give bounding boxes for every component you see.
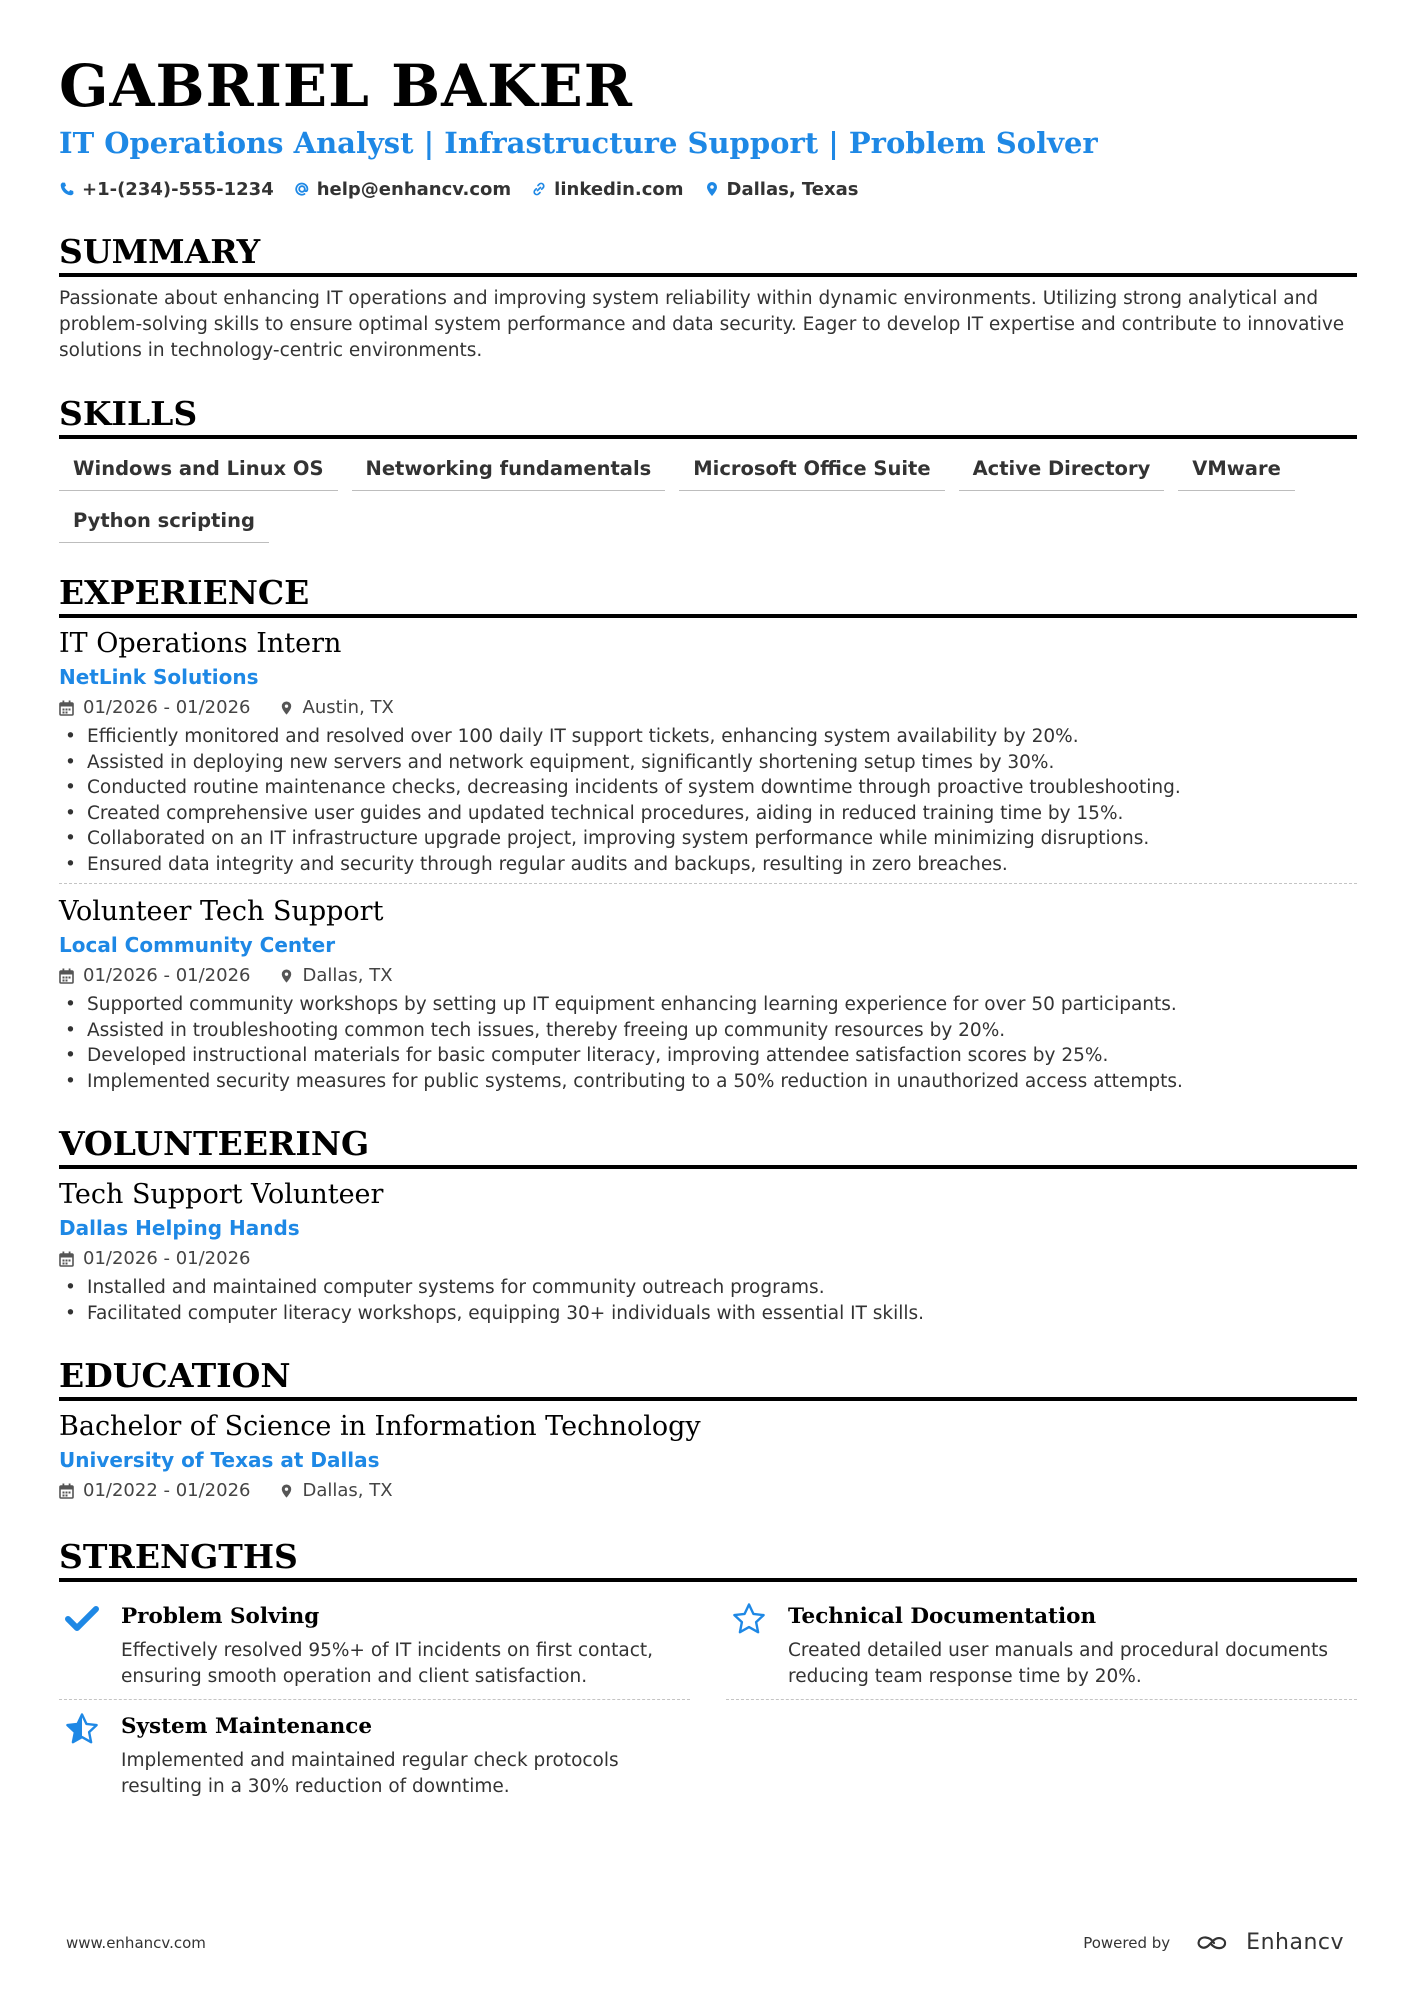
contact-linkedin[interactable] bbox=[531, 179, 683, 200]
headline: IT Operations Analyst | Infrastructure Support | Problem Solver bbox=[59, 126, 1098, 160]
section-title-experience: EXPERIENCE bbox=[59, 573, 1357, 618]
job-title: IT Operations Intern bbox=[59, 628, 342, 659]
half-star-icon bbox=[65, 1712, 99, 1746]
location-text: Dallas, TX bbox=[302, 965, 393, 986]
experience-section bbox=[59, 573, 1357, 1094]
email-text: help@enhancv.com bbox=[316, 178, 512, 200]
entry-meta bbox=[59, 692, 1357, 724]
phone-icon bbox=[59, 181, 75, 197]
skill-tag: Microsoft Office Suite bbox=[679, 451, 944, 491]
location-pin-icon bbox=[279, 968, 294, 984]
location-text: Dallas, TX bbox=[302, 1480, 393, 1501]
location-pin-icon bbox=[279, 700, 294, 716]
location-text: Dallas, Texas bbox=[726, 178, 859, 200]
calendar-icon bbox=[59, 700, 74, 716]
section-title-strengths: STRENGTHS bbox=[59, 1537, 1357, 1582]
strength-description: Implemented and maintained regular check protocols resulting in a 30% reduction of downtime. bbox=[121, 1750, 619, 1797]
enhancv-logo-icon bbox=[1192, 1932, 1238, 1954]
strengths-section bbox=[59, 1537, 1357, 1809]
check-icon bbox=[65, 1602, 99, 1636]
experience-entry bbox=[59, 883, 1357, 1094]
bullet-item: • Created comprehensive user guides and updated technical procedures, aiding in reduced training time by 15%. bbox=[59, 801, 1357, 827]
skill-tag: Active Directory bbox=[959, 451, 1165, 491]
volunteer-role: Tech Support Volunteer bbox=[59, 1179, 384, 1210]
summary-section bbox=[59, 232, 1357, 364]
bullet-item: • Efficiently monitored and resolved over 100 daily IT support tickets, enhancing system availability by 20%. bbox=[59, 724, 1357, 750]
experience-entry bbox=[59, 618, 1357, 877]
strength-description: Created detailed user manuals and procedural documents reducing team response time by 20%. bbox=[788, 1640, 1329, 1687]
bullet-item: • Installed and maintained computer systems for community outreach programs. bbox=[59, 1275, 1357, 1301]
summary-text: Passionate about enhancing IT operations and improving system reliability within dynamic environments. Utilizing strong analytical and problem-solving skills to ensure optimal system performance and data security. Eager to develop IT expertise and contribute to innovative solutions in technology-centric environments. bbox=[59, 288, 1345, 361]
location-pin-icon bbox=[279, 1483, 294, 1499]
contact-email[interactable] bbox=[294, 179, 511, 200]
date-text: 01/2026 - 01/2026 bbox=[83, 697, 251, 718]
bullet-item: • Assisted in troubleshooting common tech issues, thereby freeing up community resources by 20%. bbox=[59, 1018, 1357, 1044]
strength-item bbox=[59, 1700, 690, 1809]
section-title-skills: SKILLS bbox=[59, 394, 1357, 439]
school-name: University of Texas at Dallas bbox=[59, 1448, 380, 1472]
section-title-summary: SUMMARY bbox=[59, 232, 1357, 277]
education-entry bbox=[59, 1401, 1357, 1507]
star-outline-icon bbox=[732, 1602, 766, 1636]
at-icon bbox=[294, 181, 310, 197]
bullet-item: • Assisted in deploying new servers and network equipment, significantly shortening setup times by 30%. bbox=[59, 750, 1357, 776]
strength-title: Technical Documentation bbox=[788, 1604, 1097, 1629]
bullet-list bbox=[59, 724, 1357, 877]
location-text: Austin, TX bbox=[302, 697, 394, 718]
organization-name: Dallas Helping Hands bbox=[59, 1216, 300, 1240]
bullet-item: • Ensured data integrity and security through regular audits and backups, resulting in zero breaches. bbox=[59, 852, 1357, 878]
strength-title: System Maintenance bbox=[121, 1714, 373, 1739]
contact-phone[interactable] bbox=[59, 179, 274, 200]
entry-location bbox=[279, 692, 394, 724]
date-text: 01/2022 - 01/2026 bbox=[83, 1480, 251, 1501]
contact-bar bbox=[59, 176, 1357, 202]
skills-list bbox=[59, 451, 1357, 543]
footer-branding bbox=[1083, 1930, 1344, 1955]
entry-meta bbox=[59, 960, 1357, 992]
date-text: 01/2026 - 01/2026 bbox=[83, 965, 251, 986]
skill-tag: Python scripting bbox=[59, 503, 269, 543]
bullet-item: • Conducted routine maintenance checks, decreasing incidents of system downtime through proactive troubleshooting. bbox=[59, 775, 1357, 801]
date-range bbox=[59, 1475, 251, 1507]
contact-location bbox=[704, 179, 859, 200]
bullet-item: • Developed instructional materials for basic computer literacy, improving attendee satisfaction scores by 25%. bbox=[59, 1043, 1357, 1069]
location-pin-icon bbox=[704, 181, 720, 197]
strength-item bbox=[726, 1590, 1357, 1700]
strengths-grid bbox=[59, 1590, 1357, 1809]
skill-tag: Networking fundamentals bbox=[352, 451, 666, 491]
volunteering-entry bbox=[59, 1169, 1357, 1326]
entry-location bbox=[279, 1475, 393, 1507]
entry-meta bbox=[59, 1243, 1357, 1275]
section-title-volunteering: VOLUNTEERING bbox=[59, 1124, 1357, 1169]
candidate-name: GABRIEL BAKER bbox=[59, 52, 633, 120]
powered-by-text: Powered by bbox=[1083, 1933, 1171, 1952]
bullet-item: • Facilitated computer literacy workshops, equipping 30+ individuals with essential IT skills. bbox=[59, 1301, 1357, 1327]
footer-website[interactable]: www.enhancv.com bbox=[66, 1933, 206, 1952]
bullet-item: • Supported community workshops by setting up IT equipment enhancing learning experience for over 50 participants. bbox=[59, 992, 1357, 1018]
bullet-item: • Implemented security measures for public systems, contributing to a 50% reduction in unauthorized access attempts. bbox=[59, 1069, 1357, 1095]
brand-name: Enhancv bbox=[1246, 1930, 1344, 1955]
footer bbox=[66, 1930, 1344, 1955]
phone-text: +1-(234)-555-1234 bbox=[82, 178, 274, 200]
entry-meta bbox=[59, 1475, 1357, 1507]
date-range bbox=[59, 692, 251, 724]
section-title-education: EDUCATION bbox=[59, 1356, 1357, 1401]
linkedin-text: linkedin.com bbox=[554, 178, 684, 200]
job-title: Volunteer Tech Support bbox=[59, 896, 384, 927]
degree-title: Bachelor of Science in Information Technology bbox=[59, 1411, 701, 1442]
calendar-icon bbox=[59, 1251, 74, 1267]
education-section bbox=[59, 1356, 1357, 1507]
date-range bbox=[59, 960, 251, 992]
date-text: 01/2026 - 01/2026 bbox=[83, 1248, 251, 1269]
company-name: Local Community Center bbox=[59, 933, 336, 957]
strength-item bbox=[59, 1590, 690, 1700]
skills-section bbox=[59, 394, 1357, 543]
link-icon bbox=[531, 181, 547, 197]
strength-description: Effectively resolved 95%+ of IT incidents on first contact, ensuring smooth operation and client satisfaction. bbox=[121, 1640, 654, 1687]
bullet-list bbox=[59, 1275, 1357, 1326]
bullet-item: • Collaborated on an IT infrastructure upgrade project, improving system performance while minimizing disruptions. bbox=[59, 826, 1357, 852]
date-range bbox=[59, 1243, 251, 1275]
skill-tag: Windows and Linux OS bbox=[59, 451, 338, 491]
bullet-list bbox=[59, 992, 1357, 1094]
skill-tag: VMware bbox=[1178, 451, 1295, 491]
calendar-icon bbox=[59, 1483, 74, 1499]
entry-location bbox=[279, 960, 393, 992]
volunteering-section bbox=[59, 1124, 1357, 1326]
calendar-icon bbox=[59, 968, 74, 984]
strength-title: Problem Solving bbox=[121, 1604, 320, 1629]
brand-logo[interactable] bbox=[1192, 1930, 1344, 1955]
company-name: NetLink Solutions bbox=[59, 665, 259, 689]
